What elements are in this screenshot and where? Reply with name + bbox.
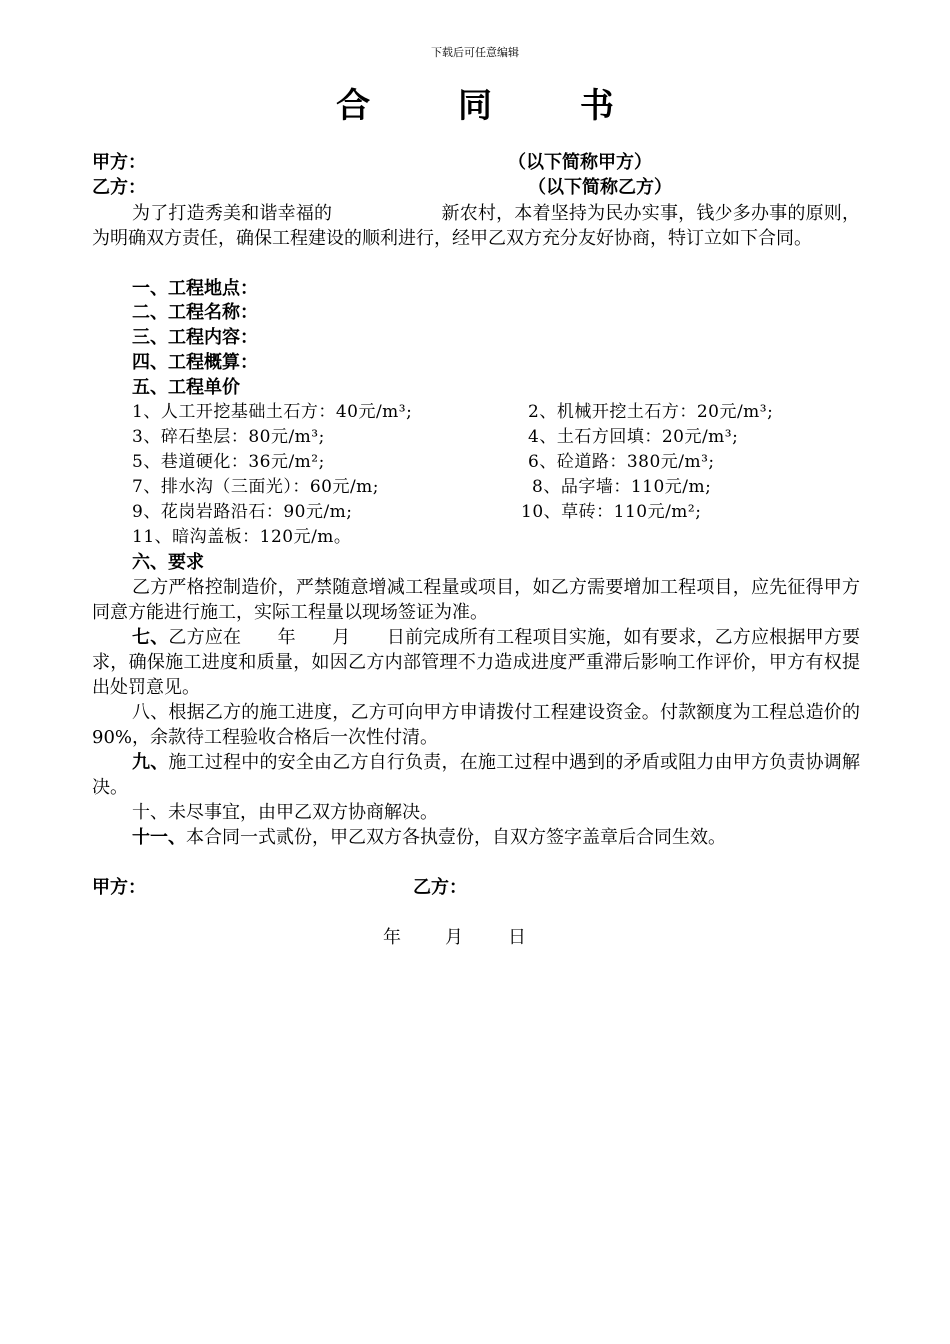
section-8-paragraph: 八、根据乙方的施工进度，乙方可向甲方申请拨付工程建设资金。付款额度为工程总造价的90%，余款待工程验收合格后一次性付清。	[92, 702, 860, 748]
section-7-paragraph	[92, 625, 860, 700]
section-10: 十、未尽事宜，由甲乙双方协商解决。	[132, 802, 438, 823]
price-item: 7、排水沟（三面光）：60元/m;	[132, 477, 380, 497]
date-day: 日	[508, 927, 526, 948]
price-item: 11、暗沟盖板：120元/m。	[132, 527, 352, 547]
party-a-label: 甲方：	[92, 152, 146, 173]
price-item: 2、机械开挖土石方：20元/m³;	[528, 402, 774, 422]
section-11-label: 十一、	[132, 827, 186, 848]
section-11	[132, 825, 726, 850]
section-name: 二、工程名称：	[132, 302, 258, 323]
section-7-body: 乙方应在 年 月 日前完成所有工程项目实施，如有要求，乙方应根据甲方要求，确保施工进度和质量，如因乙方内部管理不力造成进度严重滞后影响工作评价，甲方有权提出处罚意见。	[92, 627, 861, 698]
section-content: 三、工程内容：	[132, 327, 258, 348]
date-year: 年	[383, 927, 401, 948]
price-item: 1、人工开挖基础土石方：40元/m³;	[132, 402, 413, 422]
price-item: 10、草砖：110元/m²;	[521, 502, 702, 522]
date-month: 月	[445, 927, 463, 948]
party-b-label: 乙方：	[92, 177, 146, 198]
price-item: 5、巷道硬化：36元/m²;	[132, 452, 325, 472]
price-item: 8、品字墙：110元/m;	[532, 477, 712, 497]
section-unit-price: 五、工程单价	[132, 377, 240, 398]
section-9-label: 九、	[132, 752, 169, 773]
section-9-body: 施工过程中的安全由乙方自行负责，在施工过程中遇到的矛盾或阻力由甲方负责协调解决。	[92, 752, 861, 798]
signature-party-b: 乙方：	[413, 877, 467, 898]
section-11-body: 本合同一式贰份，甲乙双方各执壹份，自双方签字盖章后合同生效。	[186, 827, 726, 848]
section-estimate: 四、工程概算：	[132, 352, 258, 373]
price-item: 6、砼道路：380元/m³;	[528, 452, 715, 472]
section-7-label: 七、	[132, 627, 169, 648]
section-location: 一、工程地点：	[132, 278, 258, 299]
party-a-note: （以下简称甲方）	[508, 152, 652, 173]
price-item: 3、碎石垫层：80元/m³;	[132, 427, 325, 447]
intro-paragraph: 为了打造秀美和谐幸福的 新农村，本着坚持为民办实事，钱少多办事的原则，为明确双方责任，确保工程建设的顺利进行，经甲乙双方充分友好协商，特订立如下合同。	[92, 203, 860, 249]
section-requirements: 六、要求	[132, 552, 204, 573]
header-note: 下载后可任意编辑	[431, 46, 519, 59]
requirements-paragraph: 乙方严格控制造价，严禁随意增减工程量或项目，如乙方需要增加工程项目，应先征得甲方同意方能进行施工，实际工程量以现场签证为准。	[92, 577, 860, 623]
price-item: 9、花岗岩路沿石：90元/m;	[132, 502, 353, 522]
document-title: 合 同 书	[336, 86, 652, 126]
price-item: 4、土石方回填：20元/m³;	[528, 427, 739, 447]
section-9-paragraph	[92, 750, 860, 800]
signature-party-a: 甲方：	[92, 877, 146, 898]
party-b-note: （以下简称乙方）	[528, 177, 672, 198]
